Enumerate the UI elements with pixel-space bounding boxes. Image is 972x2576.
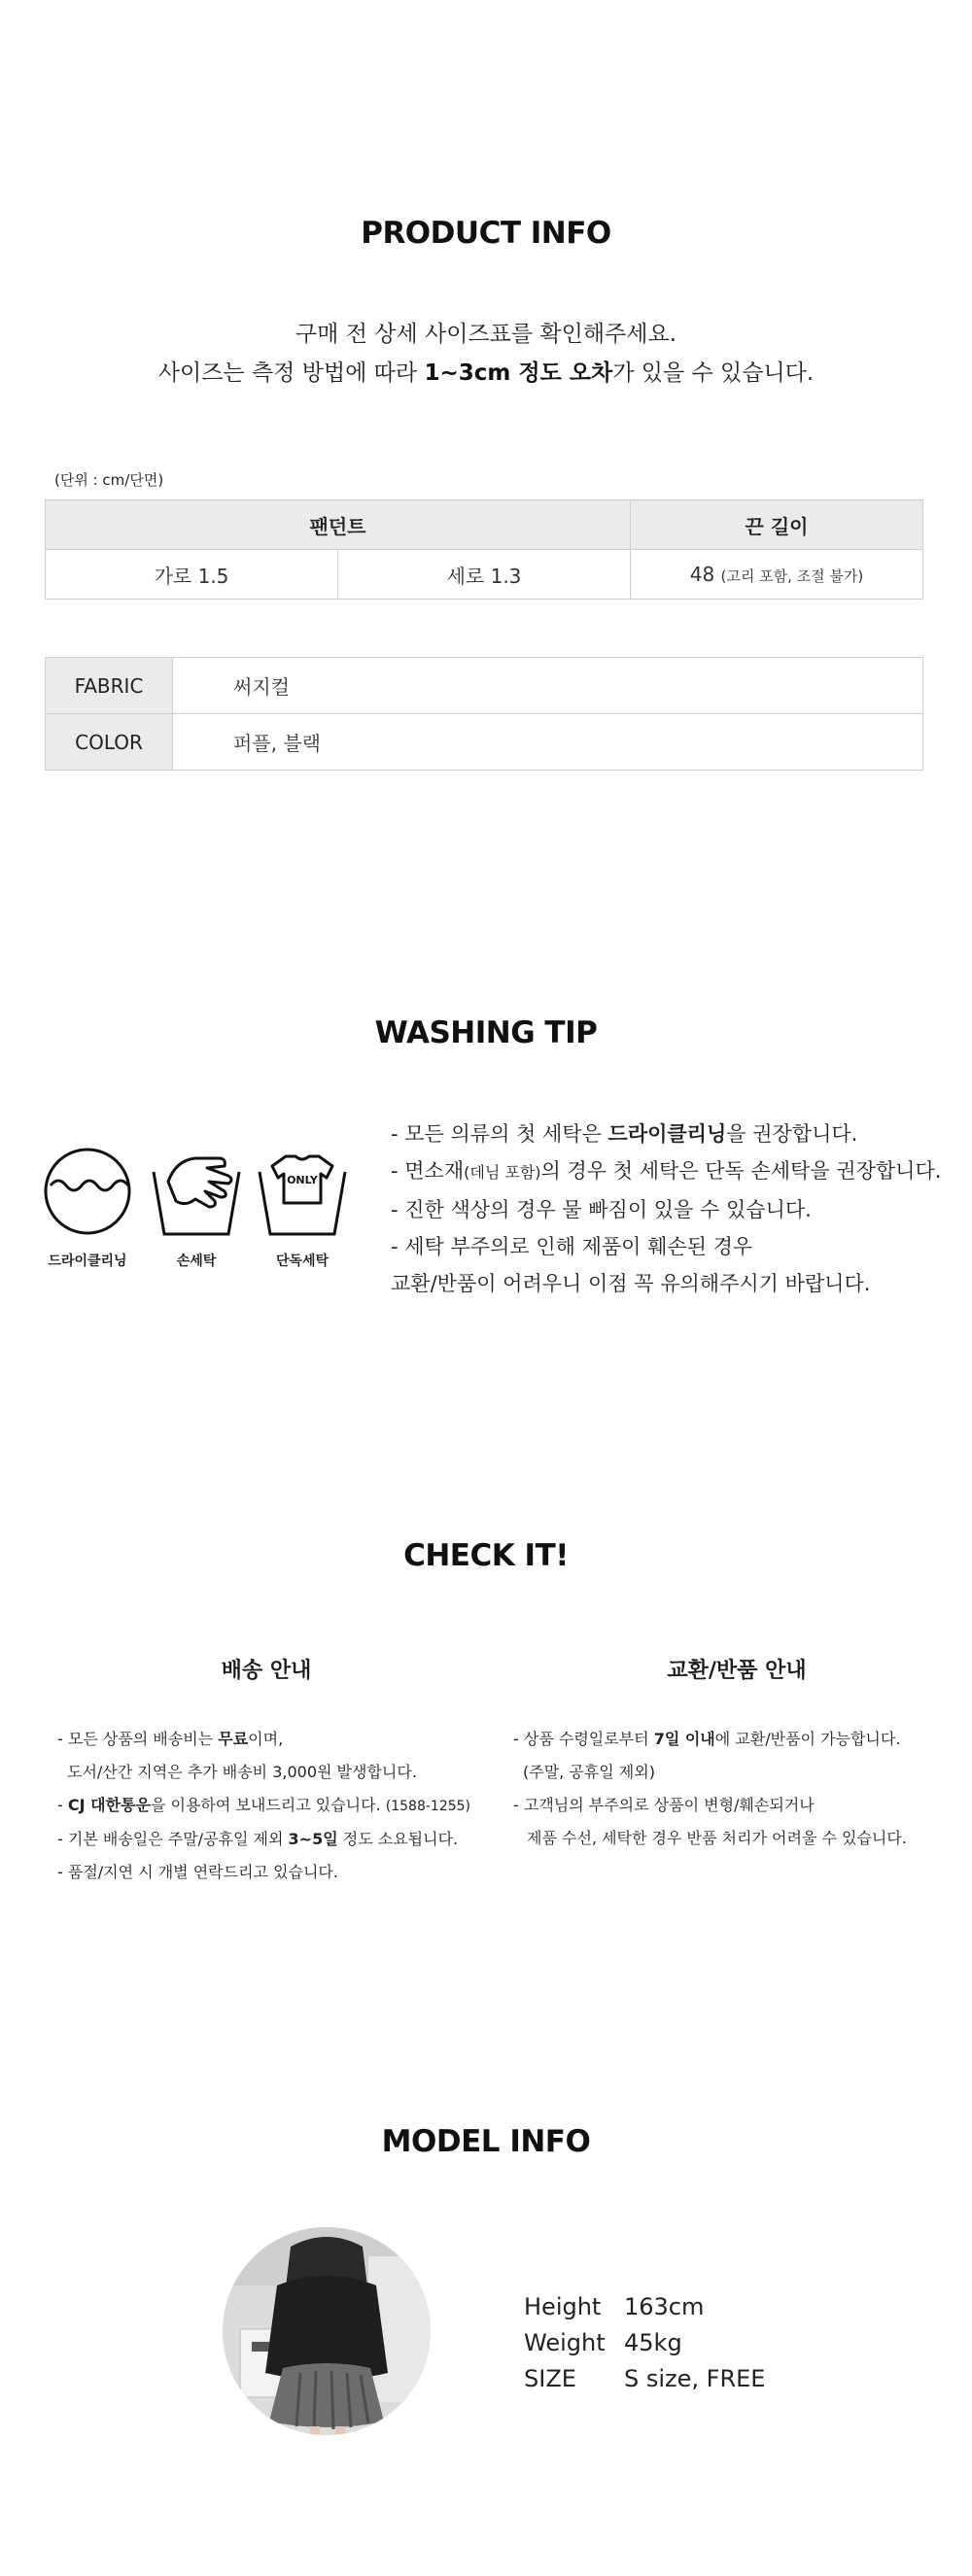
shipping-line-3: - CJ 대한통운을 이용하여 보내드리고 있습니다. (1588-1255): [57, 1796, 471, 1814]
intro-line-1: 구매 전 상세 사이즈표를 확인해주세요.: [295, 322, 677, 347]
size-value: S size, FREE: [624, 2365, 766, 2392]
product-info-title: PRODUCT INFO: [361, 216, 611, 251]
exchange-list: [513, 1723, 907, 1855]
size-table-header: [46, 500, 923, 550]
exchange-line-2: (주말, 공휴일 제외): [523, 1763, 655, 1781]
model-weight-row: [524, 2325, 682, 2361]
height-value: 163cm: [624, 2293, 705, 2320]
exchange-title: 교환/반품 안내: [667, 1659, 807, 1683]
washing-tip-title: WASHING TIP: [374, 1015, 598, 1050]
shipping-title: 배송 안내: [221, 1659, 312, 1683]
wash-line-5: 교환/반품이 어려우니 이점 꼭 유의해주시기 바랍니다.: [391, 1272, 871, 1295]
shipping-list: [57, 1723, 470, 1889]
fabric-color-table: [45, 657, 923, 771]
wash-separately-icon: [257, 1152, 348, 1242]
header-strap-length: 끈 길이: [631, 500, 923, 550]
wash-line-2: - 면소재(데님 포함)의 경우 첫 세탁은 단독 손세탁을 권장합니다.: [391, 1159, 942, 1183]
strap-length: 48 (고리 포함, 조절 불가): [631, 550, 923, 600]
wash-line-3: - 진한 색상의 경우 물 빠짐이 있을 수 있습니다.: [391, 1198, 812, 1221]
shipping-line-5: - 품절/지연 시 개별 연락드리고 있습니다.: [57, 1863, 338, 1881]
exchange-line-3: - 고객님의 부주의로 상품이 변형/훼손되거나: [513, 1796, 815, 1814]
fabric-label: FABRIC: [46, 658, 173, 714]
color-label: COLOR: [46, 714, 173, 771]
wash-line-1: - 모든 의류의 첫 세탁은 드라이클리닝을 권장합니다.: [391, 1122, 858, 1146]
color-row: [46, 714, 923, 771]
pendant-width: 가로 1.5: [46, 550, 338, 600]
model-photo: [223, 2227, 431, 2435]
height-label: Height: [524, 2293, 602, 2320]
wash-line-4: - 세탁 부주의로 인해 제품이 훼손된 경우: [391, 1235, 753, 1258]
size-label: SIZE: [524, 2365, 576, 2392]
shipping-line-4: - 기본 배송일은 주말/공휴일 제외 3~5일 정도 소요됩니다.: [57, 1830, 459, 1848]
model-info-title: MODEL INFO: [381, 2124, 591, 2159]
washing-tip-list: [391, 1116, 941, 1302]
pendant-height: 세로 1.3: [338, 550, 631, 600]
wash-separately-label: 단독세탁: [275, 1254, 330, 1269]
fabric-row: [46, 658, 923, 714]
only-text: ONLY: [287, 1174, 318, 1186]
header-pendant: 팬던트: [46, 500, 631, 550]
exchange-line-4: 제품 수선, 세탁한 경우 반품 처리가 어려울 수 있습니다.: [527, 1829, 907, 1847]
unit-note: (단위 : cm/단면): [54, 471, 164, 489]
hand-wash-icon: [151, 1152, 242, 1242]
model-size-row: [524, 2361, 765, 2397]
check-it-title: CHECK IT!: [403, 1538, 569, 1573]
fabric-value: 써지컬: [173, 658, 923, 714]
hand-wash-label: 손세탁: [176, 1254, 217, 1269]
size-table: [45, 499, 923, 600]
weight-value: 45kg: [624, 2329, 682, 2356]
model-height-row: [524, 2289, 704, 2325]
size-table-row: [46, 550, 923, 600]
exchange-line-1: - 상품 수령일로부터 7일 이내에 교환/반품이 가능합니다.: [513, 1730, 901, 1748]
shipping-line-2: 도서/산간 지역은 추가 배송비 3,000원 발생합니다.: [67, 1763, 417, 1781]
intro-line-2: 사이즈는 측정 방법에 따라 1~3cm 정도 오차가 있을 수 있습니다.: [157, 361, 815, 386]
dry-clean-icon: [43, 1147, 132, 1240]
shipping-line-1: - 모든 상품의 배송비는 무료이며,: [57, 1730, 284, 1748]
dry-clean-label: 드라이클리닝: [48, 1254, 127, 1269]
weight-label: Weight: [524, 2329, 606, 2356]
product-info-intro: [0, 315, 972, 393]
color-value: 퍼플, 블랙: [173, 714, 923, 771]
